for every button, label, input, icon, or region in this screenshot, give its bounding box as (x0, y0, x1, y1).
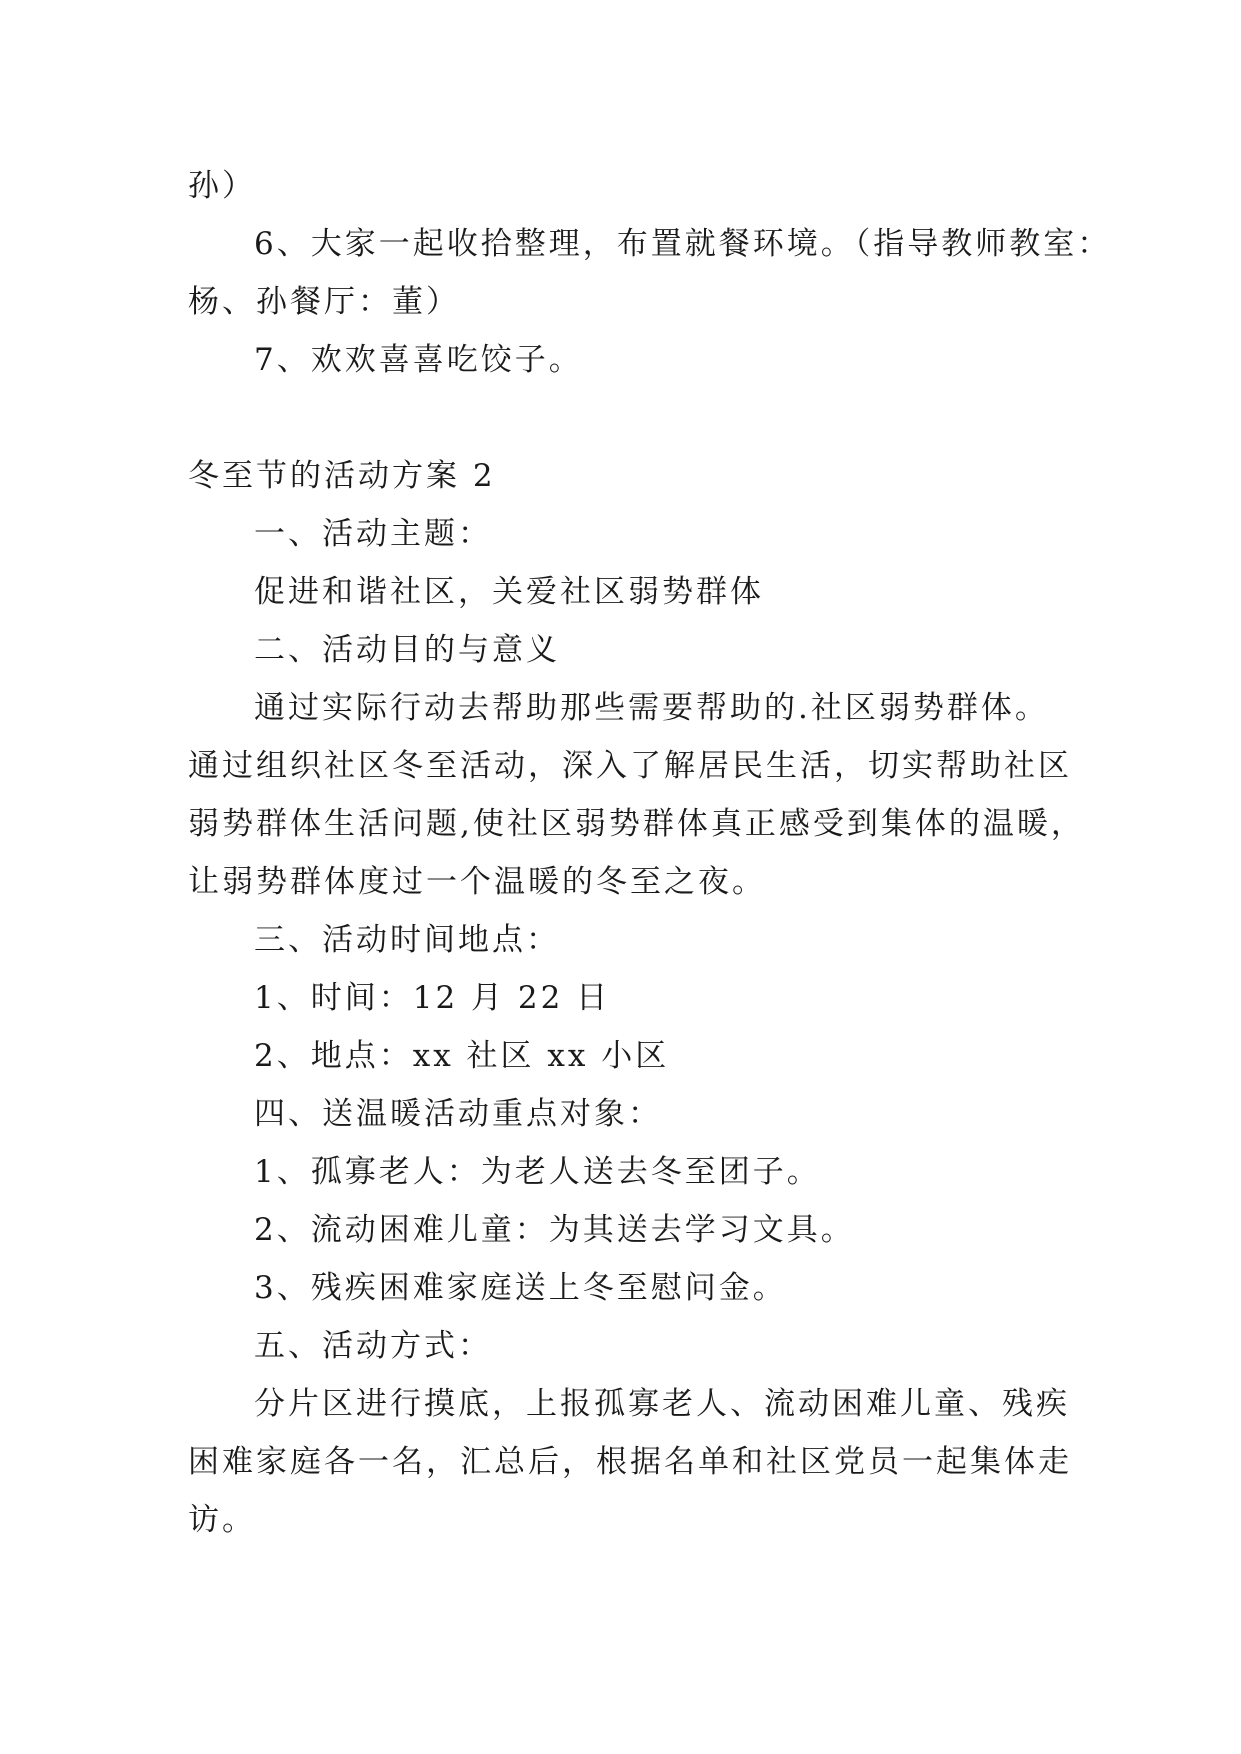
text-line: 2、流动困难儿童：为其送去学习文具。 (254, 1212, 855, 1248)
text-line: 让弱势群体度过一个温暖的冬至之夜。 (188, 864, 766, 900)
heading-line: 五、活动方式： (254, 1328, 492, 1364)
text-line: 弱势群体生活问题,使社区弱势群体真正感受到集体的温暖， (188, 806, 1085, 842)
text-line: 困难家庭各一名，汇总后，根据名单和社区党员一起集体走 (188, 1444, 1072, 1480)
text-line: 1、时间：12 月 22 日 (254, 980, 611, 1016)
text-line: 1、孤寡老人：为老人送去冬至团子。 (254, 1154, 821, 1190)
text-line: 7、欢欢喜喜吃饺子。 (254, 342, 583, 378)
text-line: 通过组织社区冬至活动，深入了解居民生活，切实帮助社区 (188, 748, 1072, 784)
text-line: 访。 (188, 1502, 256, 1538)
text-line: 促进和谐社区，关爱社区弱势群体 (254, 574, 764, 610)
heading-line: 一、活动主题： (254, 516, 492, 552)
text-line: 6、大家一起收拾整理，布置就餐环境。（指导教师教室： (254, 226, 1112, 262)
text-line: 孙） (188, 168, 256, 204)
heading-line: 四、送温暖活动重点对象： (254, 1096, 662, 1132)
text-line: 分片区进行摸底，上报孤寡老人、流动困难儿童、残疾 (254, 1386, 1070, 1422)
text-line: 通过实际行动去帮助那些需要帮助的.社区弱势群体。 (254, 690, 1049, 726)
text-line: 杨、孙餐厅：董） (188, 284, 460, 320)
heading-line: 三、活动时间地点： (254, 922, 560, 958)
section-title: 冬至节的活动方案 2 (188, 458, 496, 494)
text-line: 3、残疾困难家庭送上冬至慰问金。 (254, 1270, 787, 1306)
text-line: 2、地点：xx 社区 xx 小区 (254, 1038, 670, 1074)
heading-line: 二、活动目的与意义 (254, 632, 560, 668)
